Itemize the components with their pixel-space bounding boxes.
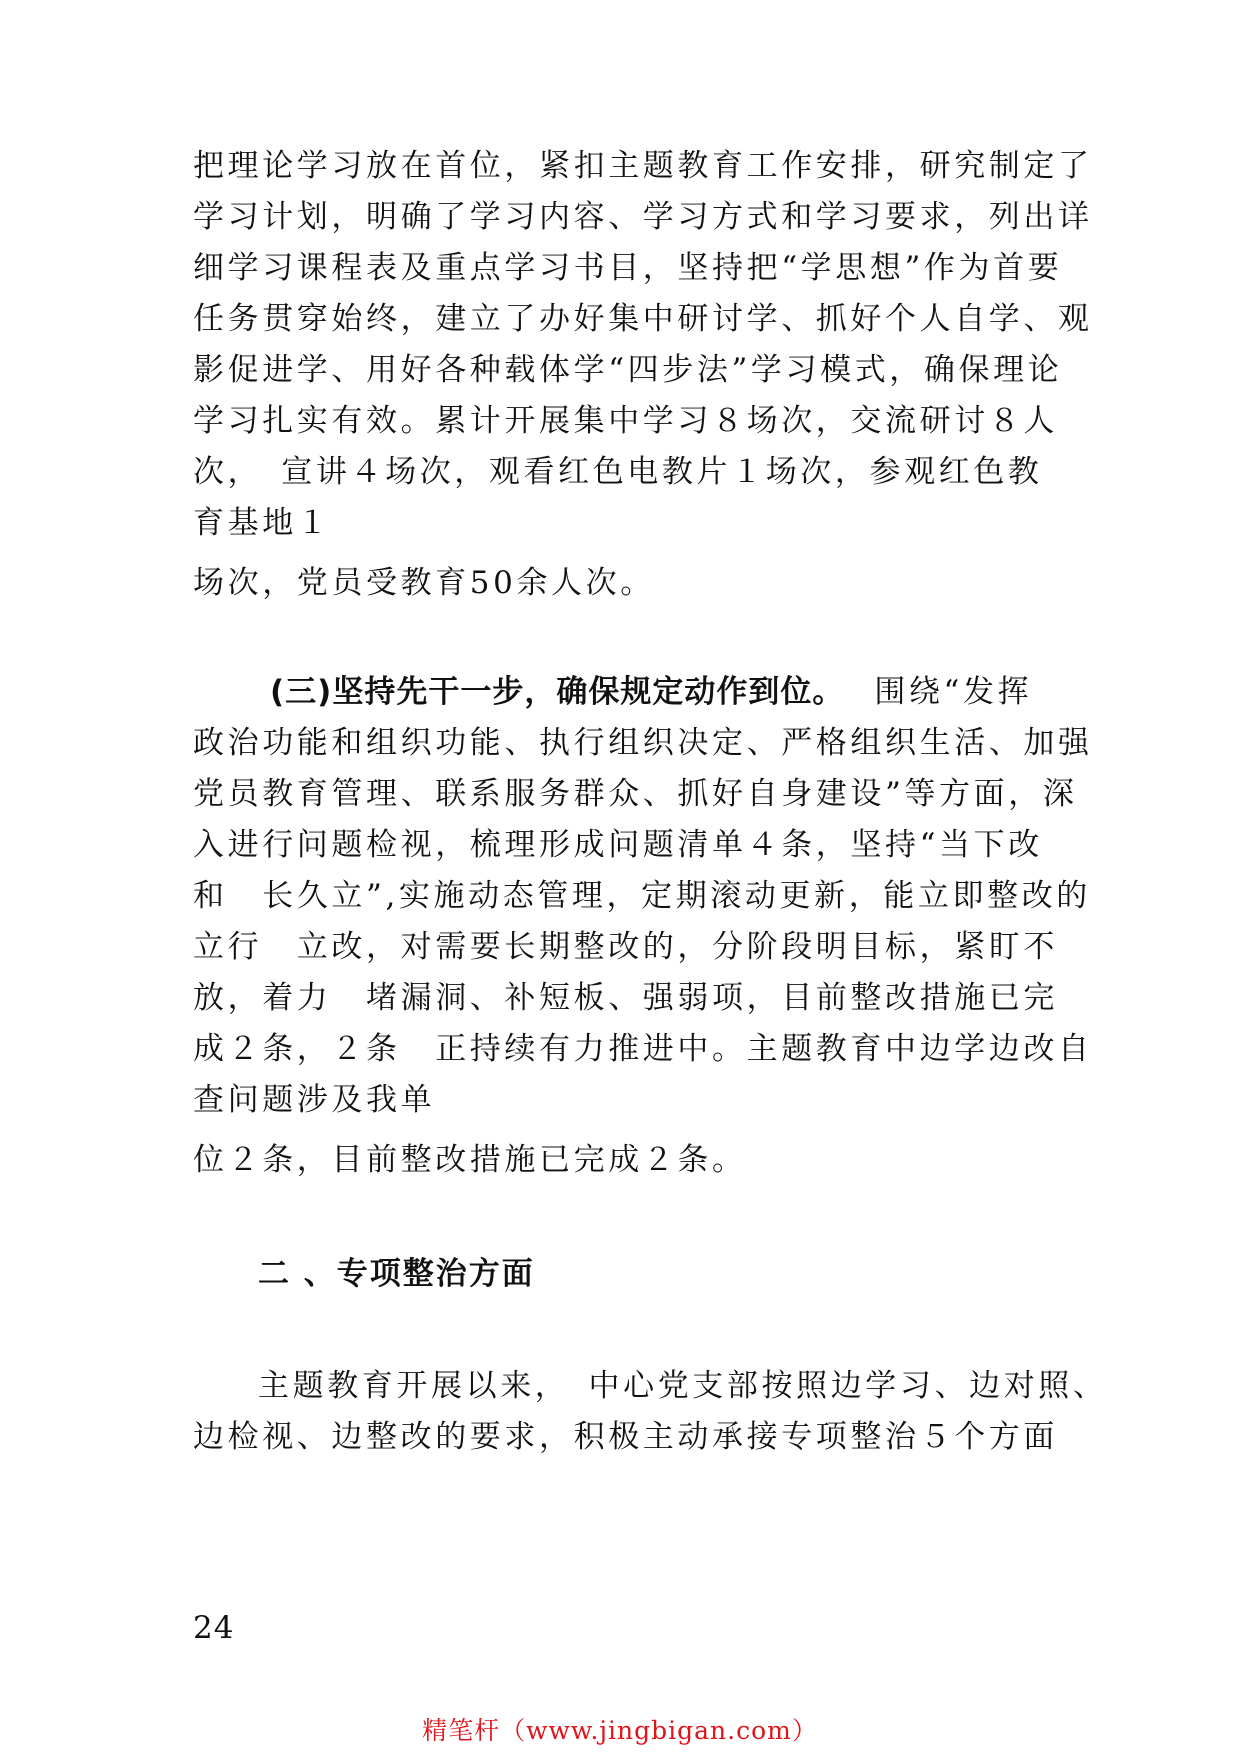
paragraph-line: 放，着力 堵漏洞、补短板、强弱项，目前整改措施已完 — [193, 980, 1058, 1016]
paragraph-line: 育基地１ — [193, 505, 332, 541]
paragraph-line: 边检视、边整改的要求，积极主动承接专项整治５个方面 — [193, 1419, 1058, 1455]
paragraph-line: 学习计划，明确了学习内容、学习方式和学习要求，列出详 — [193, 199, 1093, 235]
paragraph-line: 任务贯穿始终，建立了办好集中研讨学、抓好个人自学、观 — [193, 301, 1093, 337]
paragraph-line: 次， 宣讲４场次，观看红色电教片１场次，参观红色教 — [193, 454, 1043, 490]
paragraph-line: 场次，党员受教育50余人次。 — [193, 565, 655, 601]
section-3-title: (三)坚持先干一步，确保规定动作到位。 — [270, 674, 845, 710]
paragraph-line: 党员教育管理、联系服务群众、抓好自身建设”等方面，深 — [193, 776, 1078, 812]
section-2-heading: 二 、专项整治方面 — [258, 1256, 535, 1292]
paragraph-line: 影促进学、用好各种载体学“四步法”学习模式，确保理论 — [193, 352, 1063, 388]
footer-watermark: 精笔杆（www.jingbigan.com） — [422, 1716, 818, 1745]
paragraph-line: 细学习课程表及重点学习书目，坚持把“学思想”作为首要 — [193, 250, 1063, 286]
paragraph-line: 学习扎实有效。累计开展集中学习８场次，交流研讨８人 — [193, 403, 1058, 439]
paragraph-line: 把理论学习放在首位，紧扣主题教育工作安排，研究制定了 — [193, 148, 1093, 184]
page-number: 24 — [193, 1610, 235, 1646]
section-3-first-line — [270, 672, 1032, 712]
paragraph-line: 入进行问题检视，梳理形成问题清单４条，坚持“当下改 — [193, 827, 1043, 863]
paragraph-line: 主题教育开展以来， 中心党支部按照边学习、边对照、 — [258, 1368, 1108, 1404]
paragraph-line: 位２条，目前整改措施已完成２条。 — [193, 1142, 747, 1178]
paragraph-line: 政治功能和组织功能、执行组织决定、严格组织生活、加强 — [193, 725, 1093, 761]
section-3-lead-text: 围绕“发挥 — [874, 674, 1033, 710]
paragraph-line: 查问题涉及我单 — [193, 1082, 436, 1118]
paragraph-line: 立行 立改，对需要长期整改的，分阶段明目标，紧盯不 — [193, 929, 1058, 965]
paragraph-line: 和 长久立”,实施动态管理，定期滚动更新，能立即整改的 — [193, 878, 1091, 914]
paragraph-line: 成２条，２条 正持续有力推进中。主题教育中边学边改自 — [193, 1031, 1093, 1067]
